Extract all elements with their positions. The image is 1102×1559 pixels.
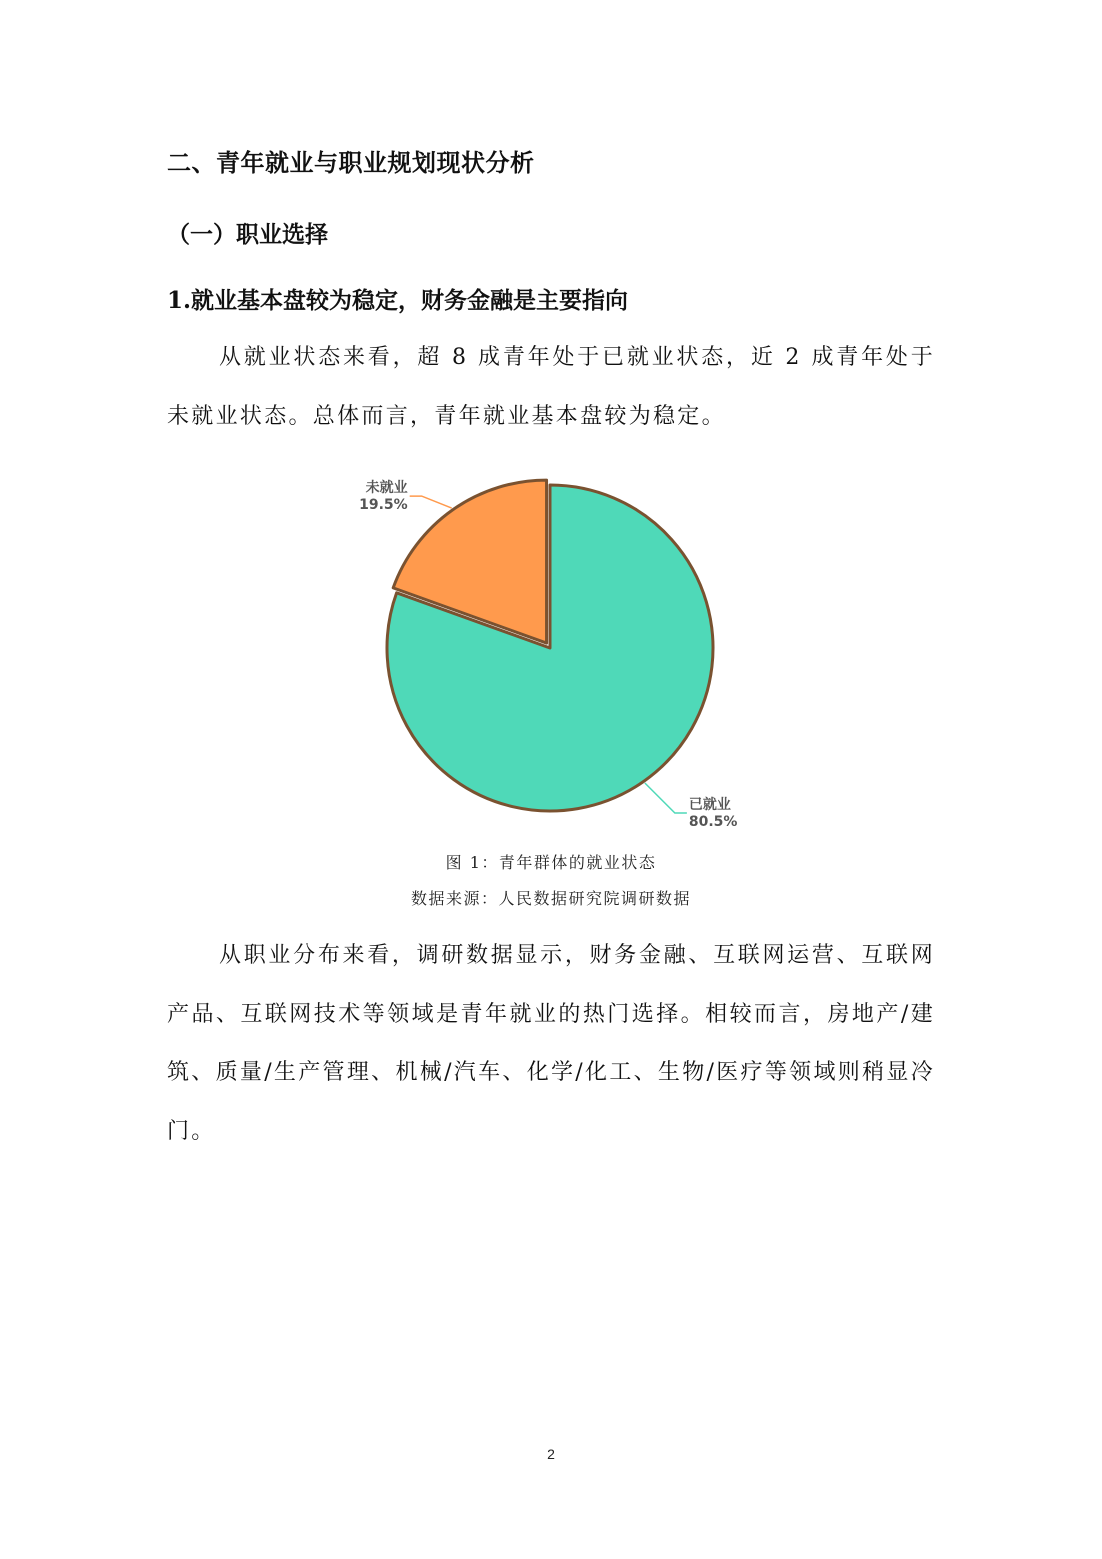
- pie-label-name: 已就业: [688, 796, 731, 813]
- paragraph-employment-status: 从就业状态来看，超 8 成青年处于已就业状态，近 2 成青年处于未就业状态。总体而言，青年就业基本盘较为稳定。: [167, 345, 935, 429]
- pie-label-value: 19.5%: [359, 497, 408, 514]
- paragraph-career-distribution: 从职业分布来看，调研数据显示，财务金融、互联网运营、互联网产品、互联网技术等领域是青年就业的热门选择。相较而言，房地产/建筑、质量/生产管理、机械/汽车、化学/化工、生物/医疗等领域则稍显冷门。: [167, 943, 935, 1144]
- subsection-heading: （一）职业选择: [167, 222, 328, 248]
- figure-caption: 图 1：青年群体的就业状态: [445, 853, 657, 872]
- page-number: 2: [547, 1446, 555, 1462]
- figure-source: 数据来源：人民数据研究院调研数据: [410, 889, 691, 908]
- pie-leader-line: [645, 783, 687, 813]
- section-heading: 二、青年就业与职业规划现状分析: [167, 149, 535, 177]
- pie-label-value: 80.5%: [688, 813, 738, 828]
- pie-leader-line: [410, 496, 452, 508]
- employment-pie-chart: [340, 468, 760, 828]
- pie-label-name: 未就业: [365, 480, 408, 497]
- point-heading: 1.就业基本盘较为稳定，财务金融是主要指向: [167, 287, 629, 314]
